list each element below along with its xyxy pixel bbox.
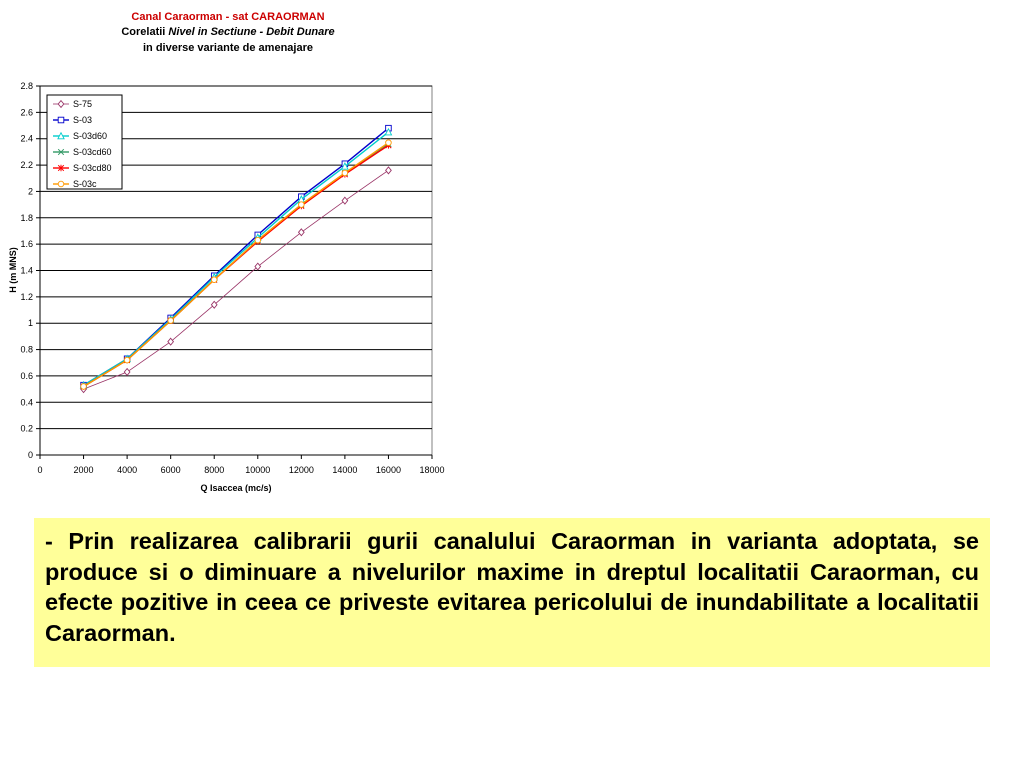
x-tick-label: 4000 (117, 465, 138, 475)
legend-marker (58, 117, 64, 123)
x-tick-label: 8000 (204, 465, 225, 475)
chart-title: Canal Caraorman - sat CARAORMAN (131, 11, 325, 23)
x-tick-label: 12000 (288, 465, 314, 475)
legend (47, 95, 122, 189)
y-tick-label: 0.4 (20, 397, 33, 408)
y-tick-label: 0.6 (20, 370, 33, 381)
x-tick-label: 14000 (332, 465, 358, 475)
x-tick-label: 16000 (375, 465, 401, 475)
x-tick-label: 6000 (160, 465, 181, 475)
y-tick-label: 2.6 (20, 107, 33, 118)
x-tick-label: 18000 (419, 465, 445, 475)
data-point-s-03c (211, 277, 217, 283)
chart-subtitle (121, 26, 334, 38)
y-tick-label: 1.2 (20, 291, 33, 302)
chart-subtitle-prefix: Corelatii (121, 26, 169, 38)
chart-subtitle-italic: Nivel in Sectiune - Debit Dunare (168, 26, 335, 38)
legend-label: S-03cd80 (73, 163, 112, 173)
note-box (34, 518, 990, 667)
y-axis-title: H (m MNS) (8, 247, 18, 293)
y-tick-label: 2.4 (20, 133, 33, 144)
x-tick-label: 2000 (73, 465, 94, 475)
legend-label: S-75 (73, 99, 93, 109)
y-tick-label: 2.2 (20, 160, 33, 171)
chart-svg (0, 0, 460, 500)
legend-label: S-03 (73, 115, 93, 125)
legend-marker (58, 181, 64, 187)
y-tick-label: 2 (27, 186, 33, 197)
legend-label: S-03cd60 (73, 147, 112, 157)
chart (0, 0, 460, 500)
y-tick-label: 0.2 (20, 423, 33, 434)
y-tick-label: 1.4 (20, 265, 33, 276)
legend-label: S-03d60 (73, 131, 108, 141)
data-point-s-03c (168, 318, 174, 324)
y-tick-label: 1.8 (20, 212, 33, 223)
data-point-s-03c (386, 140, 392, 146)
y-tick-label: 1.6 (20, 239, 33, 250)
x-tick-label: 10000 (245, 465, 271, 475)
y-tick-label: 2.8 (20, 81, 33, 91)
data-point-s-03c (124, 357, 130, 363)
note-text: - Prin realizarea calibrarii gurii canalului Caraorman in varianta adoptata, se produce si o diminuare a nivelurilor maxime in dreptul localitatii Caraorman, cu efecte pozitive in ceea ce priveste evitarea pericolului de inundabilitate a localitatii Caraorman. (45, 528, 979, 646)
x-tick-label: 0 (37, 465, 43, 475)
legend-label: S-03c (73, 179, 97, 189)
x-axis-title: Q Isaccea (mc/s) (200, 483, 272, 493)
legend-box (47, 95, 122, 189)
data-point-s-03c (299, 202, 305, 208)
data-point-s-03c (81, 384, 87, 390)
y-tick-label: 0 (27, 450, 33, 460)
y-tick-label: 0.8 (20, 344, 33, 355)
chart-subtitle-2: in diverse variante de amenajare (143, 42, 313, 54)
data-point-s-03c (342, 170, 348, 176)
y-tick-label: 1 (27, 318, 33, 329)
data-point-s-03c (255, 237, 261, 243)
